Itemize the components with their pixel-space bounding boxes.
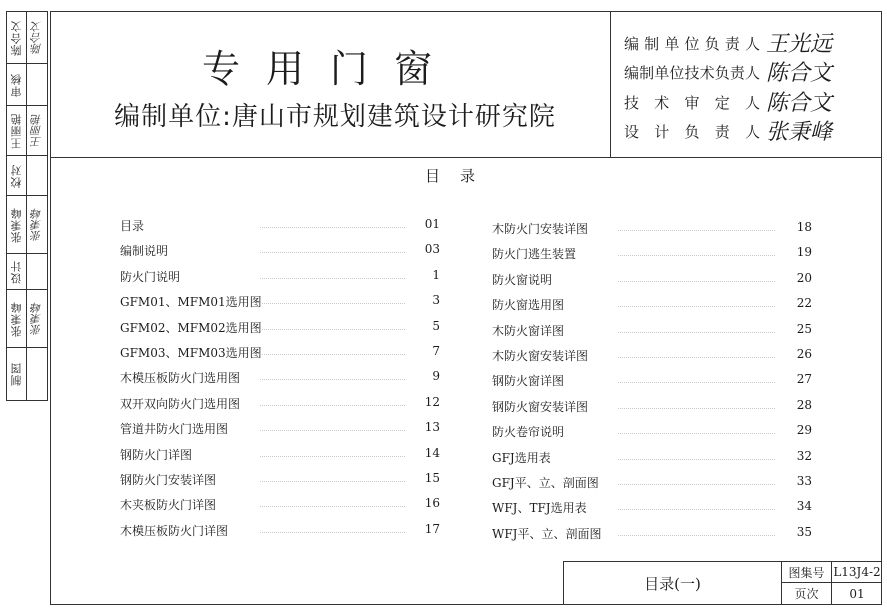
toc-dot-leader — [260, 506, 405, 507]
toc-dot-leader — [260, 354, 405, 355]
strip-label: 设计 — [9, 259, 23, 284]
toc-entry-page: 33 — [796, 474, 812, 488]
toc-entry — [492, 372, 812, 394]
toc-entry-page: 26 — [796, 347, 812, 361]
strip-cell — [7, 64, 47, 106]
strip-cell — [7, 290, 47, 348]
strip-signature-cell — [27, 156, 47, 195]
responsibility-row — [624, 120, 833, 145]
toc-entry-name: 木防火窗详图 — [492, 323, 565, 338]
toc-dot-leader — [618, 433, 775, 434]
toc-entry-name: 木夹板防火门详图 — [120, 498, 217, 513]
toc-entry-page: 27 — [796, 372, 812, 387]
strip-label: 校对 — [9, 163, 23, 188]
responsibility-label: 技术审定人 — [624, 94, 760, 112]
responsibility-row — [624, 32, 833, 57]
toc-entry — [120, 242, 440, 264]
signoff-strip — [6, 11, 48, 401]
responsibility-label: 设计负责人 — [624, 123, 760, 141]
toc-dot-leader — [618, 382, 775, 383]
toc-entry-page: 3 — [432, 293, 440, 308]
toc-entry-name: 钢防火窗详图 — [492, 374, 565, 389]
strip-label: 制图 — [9, 362, 23, 386]
toc-dot-leader — [618, 306, 775, 307]
toc-entry-page: 5 — [432, 318, 440, 333]
strip-label-cell — [7, 348, 27, 400]
toc-entry-name: 钢防火门安装详图 — [120, 473, 217, 487]
responsibility-row — [624, 61, 833, 86]
sheet-title: 目录(一) — [564, 562, 782, 605]
toc-entry-name: 木模压板防火门选用图 — [120, 371, 241, 386]
org-line — [90, 96, 580, 133]
toc-entry-page: 34 — [796, 499, 812, 514]
toc-entry-name: 木模压板防火门详图 — [120, 523, 229, 538]
header-vertical-divider — [610, 11, 611, 157]
toc-entry-page: 03 — [424, 242, 440, 257]
strip-label: 王丽艳 — [9, 112, 23, 149]
toc-entry-name: WFJ平、立、剖面图 — [492, 526, 602, 541]
toc-entry-name: GFM03、MFM03选用图 — [120, 346, 262, 360]
toc-entry-name: GFM01、MFM01选用图 — [120, 295, 262, 310]
strip-label-cell — [7, 254, 27, 289]
org-name: 唐山市规划建筑设计研究院 — [231, 102, 556, 132]
toc-entry — [492, 449, 812, 471]
toc-entry — [120, 420, 440, 442]
toc-entry-page: 17 — [424, 521, 440, 536]
strip-label: 审核 — [9, 72, 23, 97]
strip-label-cell — [7, 106, 27, 155]
toc-entry-page: 15 — [424, 471, 440, 485]
strip-label: 张秉峰 — [9, 300, 23, 337]
toc-entry — [492, 296, 812, 318]
toc-entry-name: GFJ平、立、剖面图 — [492, 476, 599, 490]
strip-cell — [7, 254, 47, 290]
toc-entry — [492, 322, 812, 344]
strip-label-cell — [7, 290, 27, 347]
toc-entry-page: 29 — [796, 423, 812, 438]
toc-entry-name: 防火门说明 — [120, 269, 181, 284]
strip-signature: 张秉峰 — [30, 208, 43, 241]
toc-dot-leader — [260, 481, 405, 482]
toc-dot-leader — [260, 227, 405, 228]
toc-entry — [492, 220, 812, 242]
toc-entry-name: WFJ、TFJ选用表 — [492, 501, 587, 516]
responsibility-row — [624, 91, 833, 116]
responsibility-label: 编制单位技术负责人 — [624, 64, 760, 82]
toc-dot-leader — [618, 535, 775, 536]
toc-entry-page: 9 — [432, 369, 440, 384]
toc-dot-leader — [618, 357, 775, 358]
toc-entry-page: 22 — [796, 296, 812, 311]
strip-signature-cell — [27, 106, 47, 155]
toc-dot-leader — [260, 303, 405, 304]
toc-entry — [120, 496, 440, 518]
strip-label: 张秉峰 — [9, 206, 23, 243]
toc-entry-name: 目录 — [120, 219, 145, 233]
toc-title: 目录 — [424, 167, 495, 185]
toc-entry-page: 18 — [796, 220, 812, 234]
title-block — [563, 561, 882, 605]
strip-signature-cell — [27, 12, 47, 63]
toc-dot-leader — [260, 456, 405, 457]
toc-entry — [120, 217, 440, 239]
toc-dot-leader — [618, 484, 775, 485]
strip-label-cell — [7, 156, 27, 195]
toc-entry-page: 1 — [432, 267, 440, 282]
toc-entry — [120, 446, 440, 468]
toc-dot-leader — [618, 459, 775, 460]
page-number-label: 页次 — [782, 583, 832, 604]
toc-entry-page: 25 — [796, 321, 812, 336]
toc-entry — [120, 395, 440, 417]
toc-entry-name: 防火卷帘说明 — [492, 425, 565, 440]
toc-entry-name: GFJ选用表 — [492, 450, 551, 465]
atlas-title: 专用门窗 — [201, 47, 458, 91]
toc-entry — [120, 293, 440, 315]
toc-entry — [120, 319, 440, 341]
toc-dot-leader — [260, 379, 405, 380]
toc-dot-leader — [260, 252, 405, 253]
toc-entry-name: GFM02、MFM02选用图 — [120, 320, 262, 335]
toc-entry-page: 28 — [796, 397, 812, 412]
toc-entry-page: 32 — [796, 448, 812, 463]
strip-label-cell — [7, 64, 27, 105]
org-label: 编制单位: — [114, 102, 232, 132]
toc-dot-leader — [618, 255, 775, 256]
strip-signature-cell — [27, 348, 47, 400]
toc-entry — [120, 471, 440, 493]
toc-entry — [492, 245, 812, 267]
strip-cell — [7, 156, 47, 196]
responsibility-signature: 陈合文 — [766, 61, 833, 86]
strip-label-cell — [7, 196, 27, 253]
toc-entry-page: 16 — [424, 496, 440, 511]
strip-signature: 陈合文 — [30, 21, 43, 54]
strip-signature-cell — [27, 254, 47, 289]
toc-entry-name: 管道井防火门选用图 — [120, 422, 229, 437]
responsibility-signature: 张秉峰 — [766, 120, 833, 145]
toc-dot-leader — [618, 509, 775, 510]
toc-entry-name: 木防火门安装详图 — [492, 222, 589, 236]
toc-entry — [492, 347, 812, 369]
strip-cell — [7, 348, 47, 400]
strip-label-cell — [7, 12, 27, 63]
strip-signature: 张秉峰 — [30, 302, 43, 335]
toc-dot-leader — [618, 281, 775, 282]
toc-entry — [492, 398, 812, 420]
toc-entry-name: 钢防火门详图 — [120, 447, 193, 462]
toc-entry-page: 14 — [424, 445, 440, 460]
strip-cell — [7, 106, 47, 156]
atlas-number-value: L13J4-2 — [832, 562, 882, 583]
responsibility-signature: 陈合文 — [766, 91, 833, 116]
toc-entry-name: 防火门逃生装置 — [492, 247, 577, 262]
toc-entry-name: 钢防火窗安装详图 — [492, 399, 589, 414]
toc-entry-page: 19 — [796, 245, 812, 260]
strip-signature-cell — [27, 290, 47, 347]
toc-entry — [120, 522, 440, 544]
toc-entry — [120, 344, 440, 366]
toc-entry-name: 防火窗选用图 — [492, 298, 565, 313]
toc-entry — [492, 525, 812, 547]
strip-cell — [7, 196, 47, 254]
toc-entry-page: 12 — [424, 394, 440, 409]
toc-entry — [120, 268, 440, 290]
toc-dot-leader — [260, 278, 405, 279]
toc-entry-page: 20 — [796, 270, 812, 285]
toc-dot-leader — [618, 332, 775, 333]
toc-entry — [492, 499, 812, 521]
toc-entry-name: 双开双向防火门选用图 — [120, 396, 241, 411]
strip-signature: 王丽艳 — [30, 114, 43, 147]
toc-entry-page: 7 — [432, 344, 440, 358]
atlas-number-label: 图集号 — [782, 562, 832, 583]
toc-entry-name: 防火窗说明 — [492, 272, 553, 287]
toc-entry — [492, 271, 812, 293]
toc-dot-leader — [260, 430, 405, 431]
strip-signature-cell — [27, 196, 47, 253]
toc-dot-leader — [260, 532, 405, 533]
strip-cell — [7, 12, 47, 64]
header-divider — [50, 157, 882, 158]
toc-entry-name: 编制说明 — [120, 244, 169, 259]
strip-label: 陈合文 — [9, 19, 23, 56]
toc-entry-name: 木防火窗安装详图 — [492, 349, 589, 363]
strip-signature-cell — [27, 64, 47, 105]
toc-dot-leader — [618, 230, 775, 231]
toc-entry — [492, 474, 812, 496]
toc-dot-leader — [618, 408, 775, 409]
toc-dot-leader — [260, 405, 405, 406]
toc-entry-page: 35 — [796, 524, 812, 539]
toc-entry — [492, 423, 812, 445]
toc-entry-page: 13 — [424, 420, 440, 435]
responsibility-label: 编制单位负责人 — [624, 35, 760, 53]
toc-dot-leader — [260, 329, 405, 330]
toc-entry-page: 01 — [424, 217, 440, 231]
page-number-value: 01 — [849, 586, 865, 601]
toc-entry — [120, 369, 440, 391]
responsibility-signature: 王光远 — [766, 32, 833, 57]
